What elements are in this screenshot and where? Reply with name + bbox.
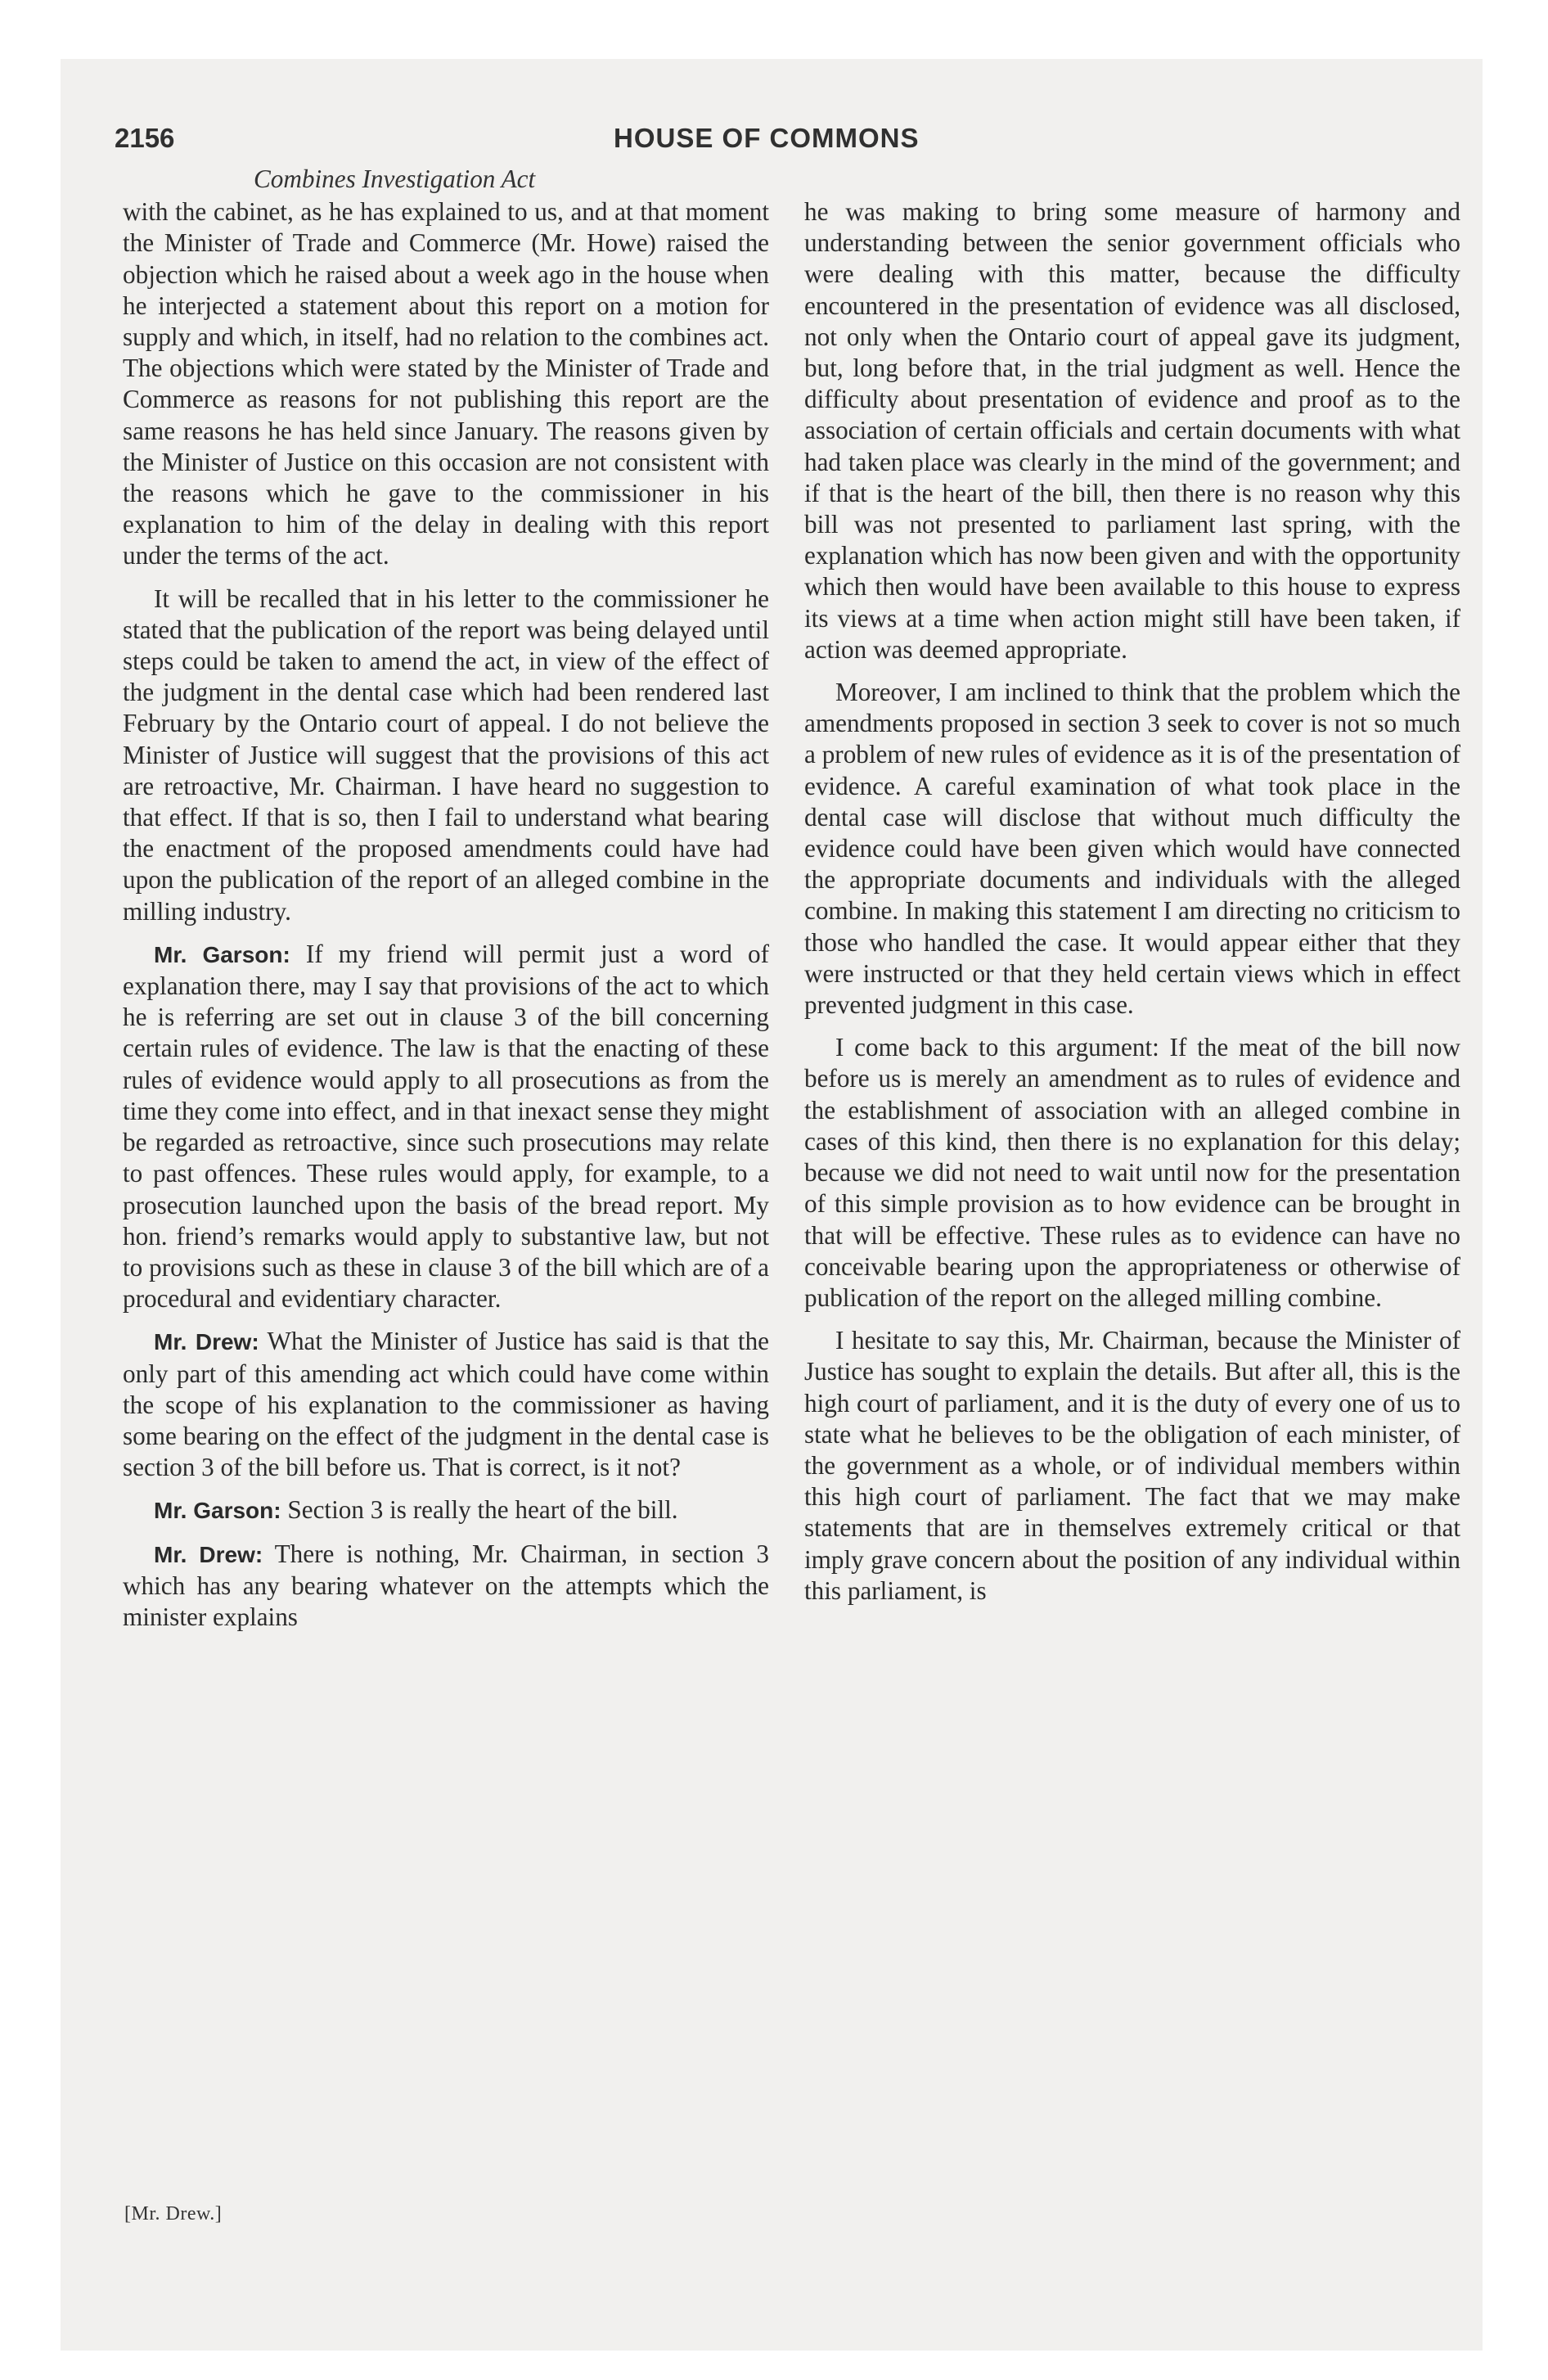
speaker-name: Mr. Drew: xyxy=(154,1541,263,1567)
paragraph xyxy=(804,677,1460,1021)
page-number: 2156 xyxy=(115,123,175,153)
speaker-name: Mr. Drew: xyxy=(154,1329,259,1355)
paragraph-text: with the cabinet, as he has explained to us, and at that moment the Minister of Trade and Commerce (Mr. Howe) raised the objection which he raised about a week ago in the house when he interjected a statement about this report on a motion for supply and which, in itself, had no relation to the combines act. The objections which were stated by the Minister of Trade and Commerce as reasons for not publishing this report are the same reasons he has held since January. The reasons given by the Minister of Justice on this occasion are not consistent with the reasons which he gave to the commissioner in his explanation to him of the delay in dealing with this report under the terms of the act. xyxy=(123,197,769,570)
paragraph xyxy=(804,1325,1460,1607)
paragraph-text: I hesitate to say this, Mr. Chairman, because the Minister of Justice has sought to explain the details. But after all, this is the high court of parliament, and it is the duty of every one of us to state what he believes to be the obligation of each minister, of the government as a whole, or of individual members within this high court of parliament. The fact that we may make statements that are in themselves extremely critical or that imply grave concern about the position of any individual within this parliament, is xyxy=(804,1326,1460,1605)
paragraph-text: he was making to bring some measure of harmony and understanding between the senior government officials who were dealing with this matter, because the difficulty encountered in the presentation of evidence was all disclosed, not only when the Ontario court of appeal gave its judgment, but, long before that, in the trial judgment as well. Hence the difficulty about presentation of evidence and proof as to the association of certain officials and certain documents with what had taken place was clearly in the mind of the government; and if that is the heart of the bill, then there is no reason why this bill was not presented to parliament last spring, with the explanation which has now been given and with the opportunity which then would have been available to this house to express its views at a time when action might still have been taken, if action was deemed appropriate. xyxy=(804,197,1460,664)
paragraph xyxy=(804,196,1460,665)
speech-paragraph xyxy=(123,1539,769,1634)
paragraph-text: I come back to this argument: If the meat of the bill now before us is merely an amendment as to rules of evidence and the establishment of association with an alleged combine in cases of this kind, then there is no explanation for this delay; because we did not need to wait until now for the presentation of this simple provision as to how evidence can be brought in that will be effective. These rules as to evidence can have no conceivable bearing upon the appropriateness or otherwise of publication of the report on the alleged milling combine. xyxy=(804,1033,1460,1312)
left-column xyxy=(123,164,769,1644)
right-column xyxy=(804,196,1460,1618)
paragraph-text: Moreover, I am inclined to think that the problem which the amendments proposed in section 3 seek to cover is not so much a problem of new rules of evidence as it is of the presentation of evidence. A careful examination of what took place in the dental case will disclose that without much difficulty the evidence could have been given which would have connected the appropriate documents and individuals with the alleged combine. In making this statement I am directing no criticism to those who handled the case. It would appear either that they were instructed or that they held certain views which in effect prevented judgment in this case. xyxy=(804,678,1460,1020)
paragraph xyxy=(804,1032,1460,1314)
paragraph xyxy=(123,196,769,571)
speech-paragraph xyxy=(123,939,769,1314)
paragraph-text: Section 3 is really the heart of the bill. xyxy=(287,1495,678,1525)
paragraph-text: What the Minister of Justice has said is that the only part of this amending act which could have come within the scope of his explanation to the commissioner as having some bearing on the effect of the judgment in the dental case is section 3 of the bill before us. That is correct, is it not? xyxy=(123,1327,770,1482)
speaker-name: Mr. Garson: xyxy=(154,941,290,967)
paragraph-text: If my friend will permit just a word of explanation there, may I say that provisions of the act to which he is referring are set out in clause 3 of the bill concerning certain rules of evidence. The law is that the enacting of these rules of evidence would apply to all prosecutions as from the time they come into effect, and in that inexact sense they might be regarded as retroactive, since such prosecutions may relate to past offences. These rules would apply, for example, to a prosecution launched upon the basis of the bread report. My hon. friend’s remarks would apply to substantive law, but not to provisions such as these in clause 3 of the bill which are of a procedural and evidentiary character. xyxy=(123,939,770,1314)
page-header xyxy=(115,123,1456,169)
paragraph-text: There is nothing, Mr. Chairman, in section 3 which has any bearing whatever on the attempts which the minister explains xyxy=(123,1539,770,1631)
paragraph xyxy=(123,584,769,927)
speech-paragraph xyxy=(123,1494,769,1526)
paragraph-text: It will be recalled that in his letter to the commissioner he stated that the publication of the report was being delayed until steps could be taken to amend the act, in view of the effect of the judgment in the dental case which had been rendered last February by the Ontario court of appeal. I do not believe the Minister of Justice will suggest that the provisions of this act are retroactive, Mr. Chairman. I have heard no suggestion to that effect. If that is so, then I fail to understand what bearing the enactment of the proposed amendments could have had upon the publication of the report of an alleged combine in the milling industry. xyxy=(123,584,769,926)
running-head: Combines Investigation Act xyxy=(254,165,536,193)
speech-paragraph xyxy=(123,1326,769,1483)
speaker-name: Mr. Garson: xyxy=(154,1498,281,1524)
journal-title: HOUSE OF COMMONS xyxy=(614,123,920,153)
speaker-footnote: [Mr. Drew.] xyxy=(124,2203,223,2224)
